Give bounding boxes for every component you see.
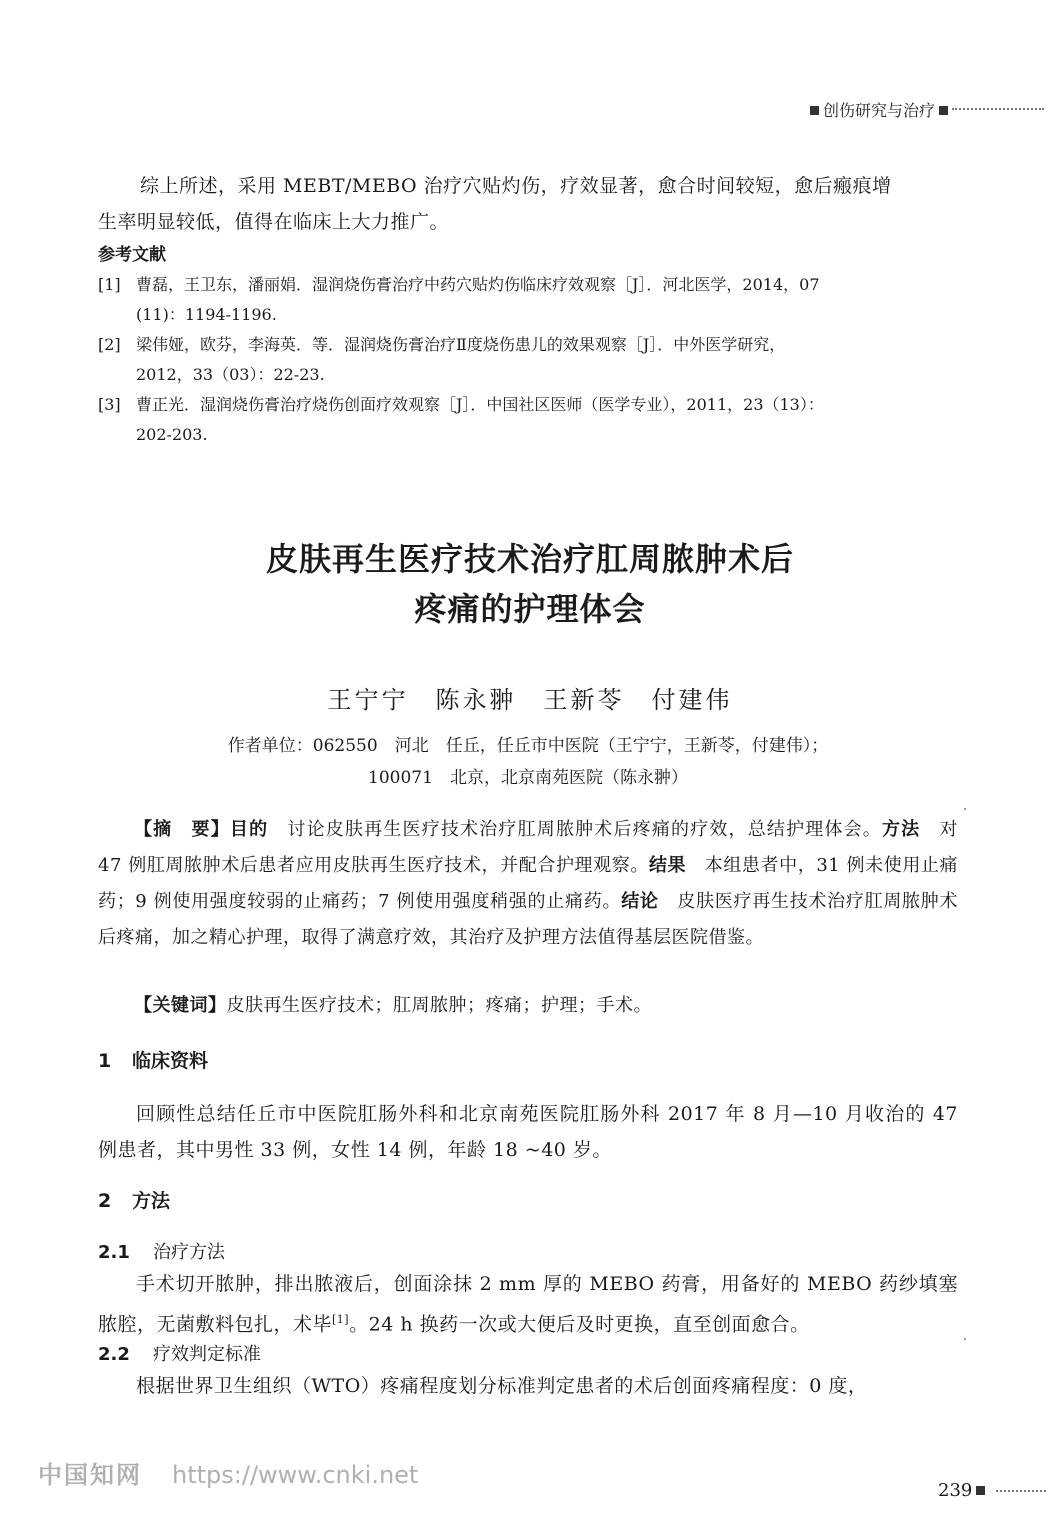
affiliation-line1: 作者单位：062550 河北 任丘，任丘市中医院（王宁宁，王新苓，付建伟）； — [227, 736, 829, 756]
section-title: 临床资料 — [132, 1050, 209, 1072]
subsection-number: 2.2 — [98, 1344, 130, 1365]
watermark-url: https://www.cnki.net — [172, 1461, 419, 1489]
watermark — [38, 1455, 418, 1490]
section-body: 回顾性总结任丘市中医院肛肠外科和北京南苑医院肛肠外科 2017 年 8 月—10 月收治的 47 例患者，其中男性 33 例，女性 14 例，年龄 18 ~40 岁。 — [98, 1103, 958, 1161]
reference-text-line2: 202-203. — [136, 425, 208, 444]
prev-conclusion-line1: 综上所述，采用 MEBT/MEBO 治疗穴贴灼伤，疗效显著，愈合时间较短，愈后瘢痕增 — [140, 175, 892, 197]
footer-dotted-rule — [996, 1490, 1046, 1492]
reference-text-line1: 曹正光．湿润烧伤膏治疗烧伤创面疗效观察［J］．中国社区医师（医学专业），2011，23（13）： — [136, 395, 824, 414]
reference-text-line1: 梁伟娅，欧芬，李海英．等．湿润烧伤膏治疗Ⅱ度烧伤患儿的效果观察［J］．中外医学研究， — [136, 335, 786, 354]
subsection-number: 2.1 — [98, 1242, 130, 1263]
prev-conclusion — [98, 168, 958, 240]
header-dotted-rule — [952, 108, 1044, 110]
section-title: 方法 — [132, 1190, 171, 1212]
reference-text-line2: 2012，33（03）：22-23. — [136, 365, 325, 384]
abstract — [98, 812, 958, 956]
square-bullet-icon — [976, 1486, 985, 1495]
affiliation — [98, 730, 958, 794]
prev-conclusion-line2: 生率明显较低，值得在临床上大力推广。 — [98, 211, 450, 233]
running-header — [806, 98, 952, 121]
section-name: 创伤研究与治疗 — [822, 101, 935, 120]
reference-item — [98, 330, 958, 390]
objective-text: 讨论皮肤再生医疗技术治疗肛周脓肿术后疼痛的疗效，总结护理体会。 — [268, 819, 882, 840]
reference-text-line1: 曹磊，王卫东，潘丽娟．湿润烧伤膏治疗中药穴贴灼伤临床疗效观察［J］．河北医学，2014，07 — [136, 275, 820, 294]
subsection-heading — [98, 1340, 261, 1366]
subsection-heading — [98, 1238, 225, 1264]
author-list: 王宁宁 陈永翀 王新苓 付建伟 — [327, 686, 733, 714]
scan-speck — [964, 1338, 966, 1340]
article-title-line1: 皮肤再生医疗技术治疗肛周脓肿术后 — [265, 540, 794, 578]
watermark-logo: 中国知网 — [38, 1461, 142, 1489]
affiliation-line2: 100071 北京，北京南苑医院（陈永翀） — [368, 768, 688, 788]
body-text: 手术切开脓肿，排出脓液后，创面涂抹 2 mm 厚的 MEBO 药膏，用备好的 MEBO 药纱填塞脓腔，无菌敷料包扎，术毕 — [98, 1273, 958, 1336]
objective-label: 目的 — [229, 819, 269, 840]
result-text: 本组患者中，31 例未使用止痛药；9 例使用强度较弱的止痛药；7 例使用强度稍强的止痛药。 — [98, 855, 959, 912]
section-heading — [98, 1046, 208, 1073]
reference-list — [98, 270, 958, 450]
article-title-line2: 疼痛的护理体会 — [414, 590, 646, 628]
references-heading: 参考文献 — [98, 245, 166, 265]
page-number-text: 239 — [938, 1480, 973, 1501]
keywords-text: 皮肤再生医疗技术；肛周脓肿；疼痛；护理；手术。 — [226, 995, 652, 1016]
reference-number: [1] — [98, 275, 121, 294]
reference-item — [98, 270, 958, 330]
reference-item — [98, 390, 958, 450]
reference-number: [2] — [98, 335, 121, 354]
method-text: 对 47 例肛周脓肿术后患者应用皮肤再生医疗技术，并配合护理观察。 — [98, 819, 959, 876]
reference-text-line2: (11)：1194-1196. — [136, 305, 277, 324]
section-number: 2 — [98, 1190, 112, 1212]
reference-number: [3] — [98, 395, 121, 414]
subsection-body: 根据世界卫生组织（WTO）疼痛程度划分标准判定患者的术后创面疼痛程度：0 度， — [136, 1375, 868, 1397]
abstract-label: 【摘 要】 — [134, 819, 230, 840]
page-number — [938, 1480, 985, 1501]
subsection-body — [98, 1266, 958, 1342]
body-text: 。24 h 换药一次或大便后及时更换，直至创面愈合。 — [349, 1313, 810, 1336]
method-label: 方法 — [881, 819, 921, 840]
subsection-title: 治疗方法 — [153, 1242, 225, 1263]
keywords — [98, 988, 958, 1024]
square-bullet-icon — [939, 106, 948, 115]
keywords-label: 【关键词】 — [134, 995, 227, 1016]
square-bullet-icon — [810, 106, 819, 115]
result-label: 结果 — [648, 855, 687, 876]
subsection-title: 疗效判定标准 — [153, 1344, 261, 1365]
section-heading — [98, 1186, 170, 1213]
section-number: 1 — [98, 1050, 112, 1072]
scan-speck — [964, 808, 966, 810]
conclusion-text: 皮肤医疗再生技术治疗肛周脓肿术后疼痛，加之精心护理，取得了满意疗效，其治疗及护理方法值得基层医院借鉴。 — [98, 891, 959, 948]
citation-marker: [1] — [332, 1313, 350, 1326]
conclusion-label: 结论 — [621, 891, 659, 912]
